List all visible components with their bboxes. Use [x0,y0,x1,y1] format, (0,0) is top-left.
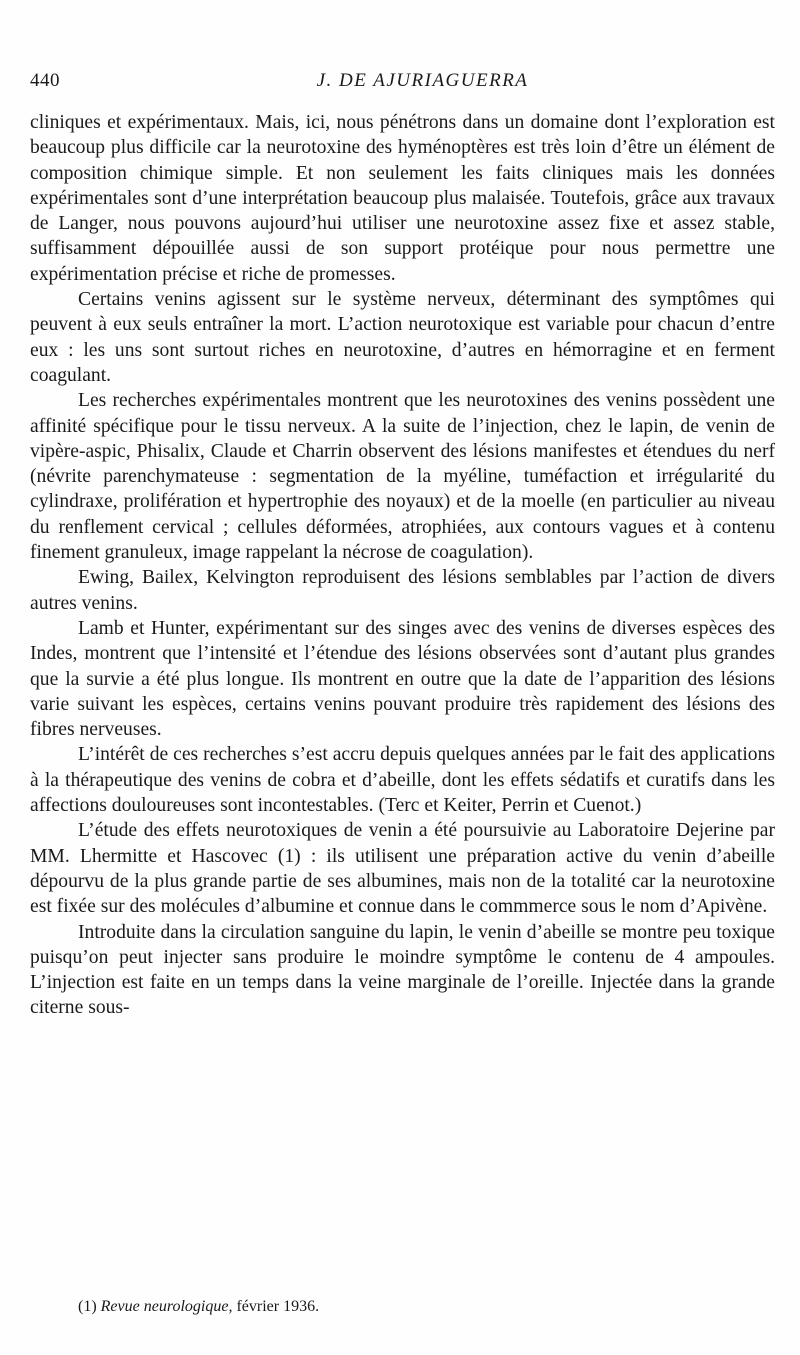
paragraph-3: Les recherches expérimentales montrent que les neurotoxines des venins possèdent une affinité spécifique pour le tissu nerveux. A la suite de l’injection, chez le lapin, de venin de vipère-aspic, Phisalix, Claude et Charrin observent des lésions manifestes et étendues du nerf (névrite parenchymateuse : segmentation de la myéline, tuméfaction et irrégularité du cylindraxe, prolifération et hypertrophie des noyaux) et de la moelle (en particulier au niveau du renflement cervical ; cellules déformées, atrophiées, aux contours vagues et à contenu finement granuleux, image rappelant la nécrose de coagulation). [30,390,775,564]
running-title: J. DE AJURIAGUERRA [316,70,529,91]
paragraph-1: cliniques et expérimentaux. Mais, ici, nous pénétrons dans un domaine dont l’exploration est beaucoup plus difficile car la neurotoxine des hyménoptères est très loin d’être un élément de composition chimique simple. Et non seulement les faits cliniques mais les données expérimentales sont d’une interprétation beaucoup plus malaisée. Toutefois, grâce aux travaux de Langer, nous pouvons aujourd’hui utiliser une neurotoxine assez fixe et assez stable, suffisamment dépouillée aussi de son support protéique pour nous permettre une expérimentation précise et riche de promesses. [30,112,775,285]
paragraph-8: Introduite dans la circulation sanguine du lapin, le venin d’abeille se montre peu toxique puisqu’on peut injecter sans produire le moindre symptôme le contenu de 4 ampoules. L’injection est faite en un temps dans la veine marginale de l’oreille. Injectée dans la grande citerne sous- [30,921,775,1019]
paragraph-4: Ewing, Bailex, Kelvington reproduisent des lésions semblables par l’action de divers autres venins. [30,567,775,614]
paragraph-6: L’intérêt de ces recherches s’est accru depuis quelques années par le fait des applications à la thérapeutique des venins de cobra et d’abeille, dont les effets sédatifs et curatifs dans les affections douloureuses sont incontestables. (Terc et Keiter, Perrin et Cuenot.) [30,744,775,817]
body-text [30,110,775,1021]
paragraph-7: L’étude des effets neurotoxiques de venin a été poursuivie au Laboratoire Dejerine par MM. Lhermitte et Hascovec (1) : ils utilisent une préparation active du venin d’abeille dépourvu de la plus grande partie de ses albumines, mais non de la totalité car la neurotoxine est fixée sur des molécules d’albumine et connue dans le commmerce sous le nom d’Apivène. [30,820,775,918]
paragraph-2: Certains venins agissent sur le système nerveux, déterminant des symptômes qui peuvent à eux seuls entraîner la mort. L’action neurotoxique est variable pour chacun d’entre eux : les uns sont surtout riches en neurotoxine, d’autres en hémorragine et en ferment coagulant. [30,289,775,386]
footnote-date: février 1936. [236,1298,320,1315]
footnote-marker: (1) [78,1298,97,1315]
running-head [30,70,775,100]
footnote-source: Revue neurologique, [100,1298,233,1315]
footnote [30,1297,775,1317]
paragraph-5: Lamb et Hunter, expérimentant sur des singes avec des venins de diverses espèces des Indes, montrent que l’intensité et l’étendue des lésions observées sont d’autant plus grandes que la survie a été plus longue. Ils montrent en outre que la date de l’apparition des lésions varie suivant les espèces, certains venins pouvant produire très rapidement des lésions des fibres nerveuses. [30,617,775,741]
page-number: 440 [30,70,60,91]
